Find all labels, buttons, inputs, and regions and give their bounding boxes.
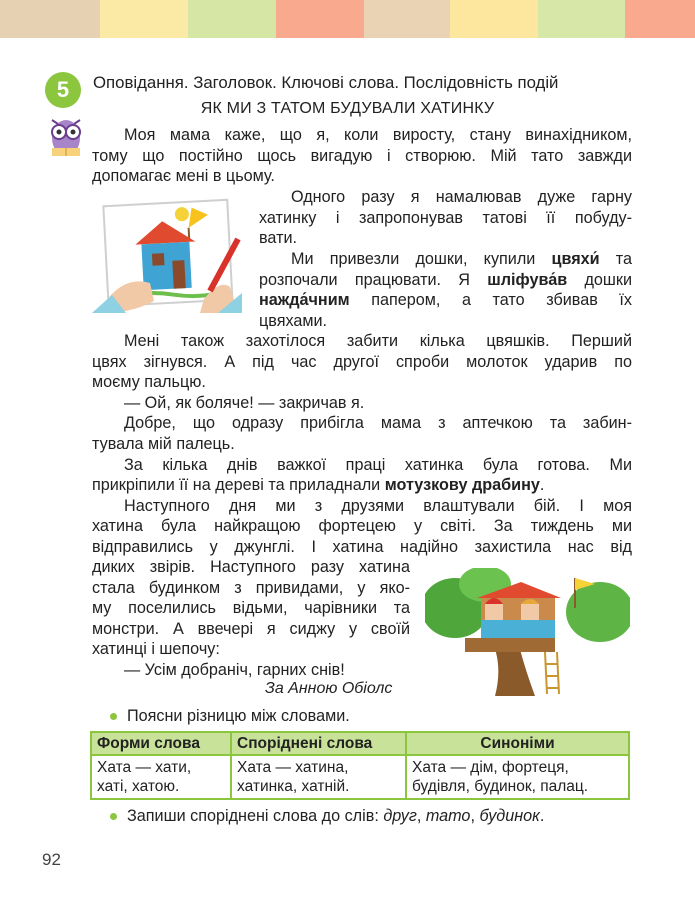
table-row [91,755,629,799]
text-line: Мені також захотілося забити кілька цвяшків. Перший [124,332,632,350]
story-paragraph [259,187,632,249]
task-word: тато [425,807,471,825]
task-related-words: Запиши споріднені слова до слів: друг, тато, будинок. [110,806,544,827]
text-line: — Усім добраніч, гарних снів! [124,660,345,679]
text-line: цвяхами. [259,311,328,330]
table-header-row [91,732,629,755]
color-segment [0,0,100,38]
story-paragraph [92,125,632,187]
color-segment [450,0,538,38]
text-line: Моя мама каже, що я, коли виросту, стану винахідником, [124,126,632,144]
keyword: нажда́чним [259,291,350,310]
text-line: хатинці і шепочу: [92,640,220,659]
task-word: будинок [479,807,540,825]
text-line: стала будинком з привидами, у яко- [92,578,410,597]
top-color-bar [0,0,695,38]
text-line: тому що постійно щось вигадую і створюю. Мій тато завжди [92,146,632,165]
text-line: — Ой, як боляче! — закричав я. [124,393,365,412]
text-line: Одного разу я намалював дуже гарну [291,188,632,206]
text-line: прикріпили її на дереві та приладнали мотузкову драбину. [92,476,545,495]
color-segment [538,0,625,38]
lesson-number-badge: 5 [45,72,81,108]
text-line: му поселились відьми, чарівники та [92,599,410,618]
text-line: вати. [259,229,298,248]
house-drawing-illustration [92,195,242,315]
color-segment [625,0,695,38]
table-header-cell: Форми слова [91,732,231,755]
table-header-cell: Синоніми [406,732,629,755]
story-title: ЯК МИ З ТАТОМ БУДУВАЛИ ХАТИНКУ [200,100,495,117]
lesson-heading: Оповідання. Заголовок. Ключові слова. Послідовність подій [93,73,559,92]
text-line: тувала мій палець. [92,434,235,453]
treehouse-illustration [425,568,630,696]
keyword: мотузкову драбину [384,476,540,495]
text-line: хатина була найкращою фортецею у світі. За тиждень ми [92,517,632,536]
story-paragraph [92,557,410,681]
color-segment [188,0,276,38]
color-segment [276,0,364,38]
text-line: хатинку і запропонував татові її побуду- [259,208,632,227]
text-line: відправились у джунглі. І хатина надійно захистила нас від [92,537,632,556]
story-body [92,331,632,558]
bullet-icon [110,813,117,820]
keyword: цвяхи́ [551,250,600,268]
text-line: моєму пальцю. [92,373,206,392]
table-cell: Хата — хати, хаті, хатою. [91,755,231,799]
story-paragraph [259,249,632,331]
text-line: цвях зігнувся. А під час другої спроби молоток ударив по [92,352,632,371]
table-header-cell: Споріднені слова [231,732,406,755]
text-line: нажда́чним папером, а тато збивав їх [259,291,632,310]
text-line: За кілька днів важкої праці хатинка була готова. Ми [124,455,632,474]
task-word: друг [383,807,417,825]
text-line: допомагає мені в цьому. [92,167,275,186]
table-cell: Хата — хатина, хатинка, хатній. [231,755,406,799]
color-segment [100,0,188,38]
bullet-icon [110,713,117,720]
story-author: За Анною Обіолс [265,680,393,697]
text-line: Наступного дня ми з друзями влаштували бій. І моя [124,496,632,515]
table-cell: Хата — дім, фортеця, будівля, будинок, палац. [406,755,629,799]
task-explain-difference [110,706,350,727]
word-forms-table [90,731,630,800]
text-line: монстри. А ввечері я сиджу у своїй [92,619,410,638]
text-line: Добре, що одразу прибігла мама з аптечкою та забин- [124,414,632,433]
text-line: Ми привезли дошки, купили цвяхи́ та [291,250,633,268]
keyword: шліфува́в [487,270,568,289]
text-line: диких звірів. Наступного разу хатина [92,558,410,576]
color-segment [364,0,450,38]
task-text: Поясни різницю між словами. [127,707,350,725]
text-line: розпочали працювати. Я шліфува́в дошки [259,270,633,289]
page-number: 92 [42,850,61,869]
task-text: Запиши споріднені слова до слів: [127,807,384,825]
